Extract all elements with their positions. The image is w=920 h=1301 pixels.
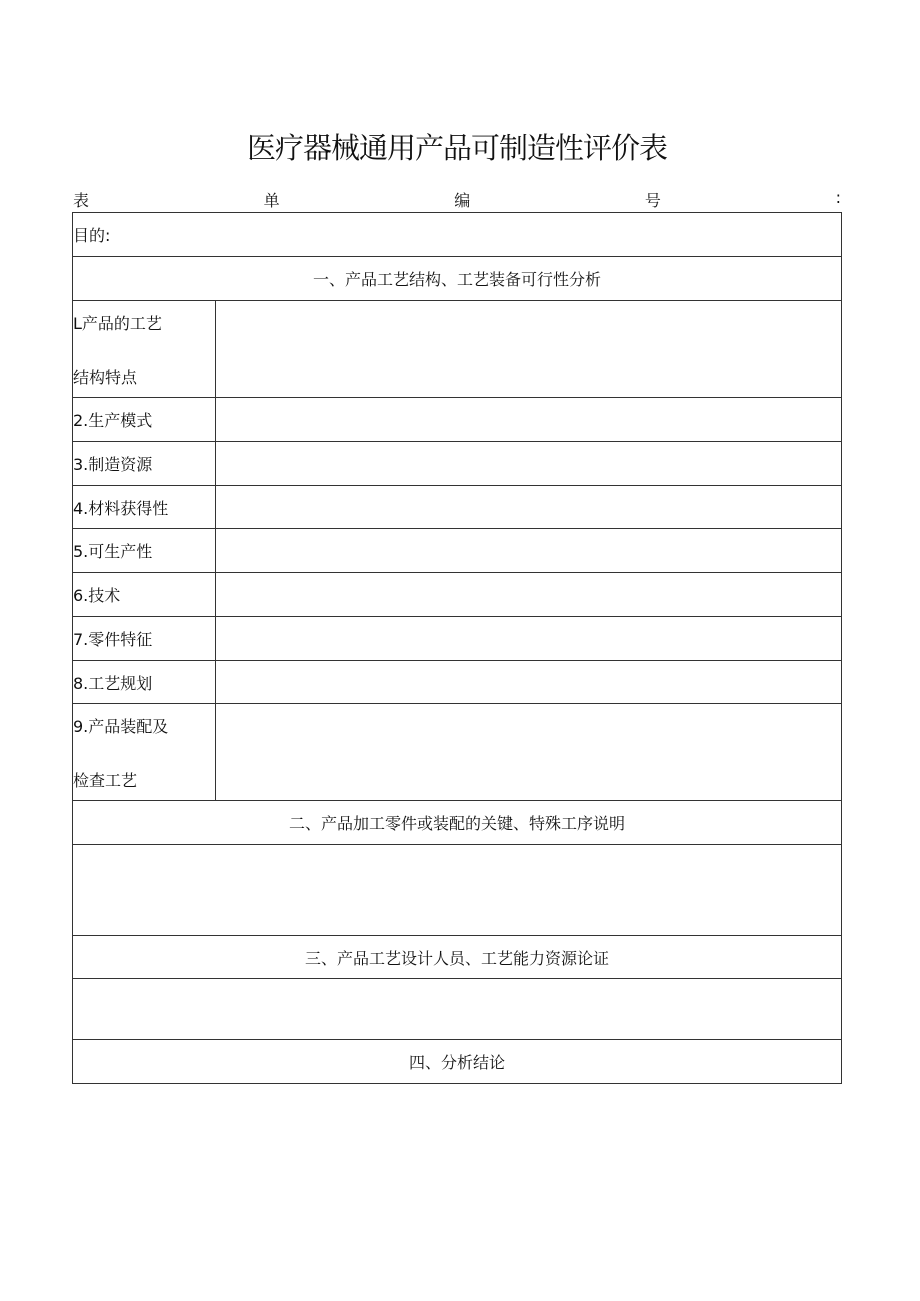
item-value-cell[interactable] bbox=[216, 398, 842, 442]
section-4-heading: 四、分析结论 bbox=[73, 1040, 842, 1084]
item-label: 3.制造资源 bbox=[73, 442, 216, 486]
item-label-line: 9.产品装配及 bbox=[73, 717, 169, 736]
item-label: 7.零件特征 bbox=[73, 617, 216, 661]
form-number-char: 表 bbox=[73, 191, 90, 210]
form-number-char: 单 bbox=[263, 191, 280, 210]
purpose-label[interactable]: 目的: bbox=[73, 213, 842, 257]
item-value-cell[interactable] bbox=[216, 486, 842, 529]
form-number-char: 号 bbox=[644, 191, 661, 210]
item-label bbox=[73, 704, 216, 801]
table-row bbox=[73, 398, 842, 442]
section-row bbox=[73, 1040, 842, 1084]
form-number-char: 编 bbox=[454, 191, 471, 210]
table-row bbox=[73, 442, 842, 486]
section-row bbox=[73, 257, 842, 301]
form-number-row bbox=[73, 188, 841, 210]
page-title: 医疗器械通用产品可制造性评价表 bbox=[246, 131, 667, 165]
table-row bbox=[73, 573, 842, 617]
section-2-heading: 二、产品加工零件或装配的关键、特殊工序说明 bbox=[73, 801, 842, 845]
table-row bbox=[73, 979, 842, 1040]
table-row bbox=[73, 661, 842, 704]
item-value-cell[interactable] bbox=[216, 301, 842, 398]
table-row bbox=[73, 845, 842, 936]
item-label-line: L产品的工艺 bbox=[73, 314, 162, 333]
purpose-row bbox=[73, 213, 842, 257]
item-label-line: 检查工艺 bbox=[73, 771, 138, 791]
form-number-char: : bbox=[835, 188, 841, 207]
item-label: 6.技术 bbox=[73, 573, 216, 617]
table-row bbox=[73, 704, 842, 801]
item-label: 5.可生产性 bbox=[73, 529, 216, 573]
item-label-line: 结构特点 bbox=[73, 368, 138, 388]
table-row bbox=[73, 301, 842, 398]
item-value-cell[interactable] bbox=[216, 617, 842, 661]
item-label: 8.工艺规划 bbox=[73, 661, 216, 704]
section-2-content-cell[interactable] bbox=[73, 845, 842, 936]
item-label: 2.生产模式 bbox=[73, 398, 216, 442]
section-3-content-cell[interactable] bbox=[73, 979, 842, 1040]
section-row bbox=[73, 801, 842, 845]
section-3-heading: 三、产品工艺设计人员、工艺能力资源论证 bbox=[73, 936, 842, 979]
table-row bbox=[73, 529, 842, 573]
section-1-heading: 一、产品工艺结构、工艺装备可行性分析 bbox=[73, 257, 842, 301]
section-row bbox=[73, 936, 842, 979]
item-value-cell[interactable] bbox=[216, 704, 842, 801]
item-value-cell[interactable] bbox=[216, 529, 842, 573]
item-value-cell[interactable] bbox=[216, 442, 842, 486]
item-label: 4.材料获得性 bbox=[73, 486, 216, 529]
item-value-cell[interactable] bbox=[216, 661, 842, 704]
table-row bbox=[73, 617, 842, 661]
item-label bbox=[73, 301, 216, 398]
item-value-cell[interactable] bbox=[216, 573, 842, 617]
evaluation-table bbox=[72, 212, 842, 1084]
table-row bbox=[73, 486, 842, 529]
